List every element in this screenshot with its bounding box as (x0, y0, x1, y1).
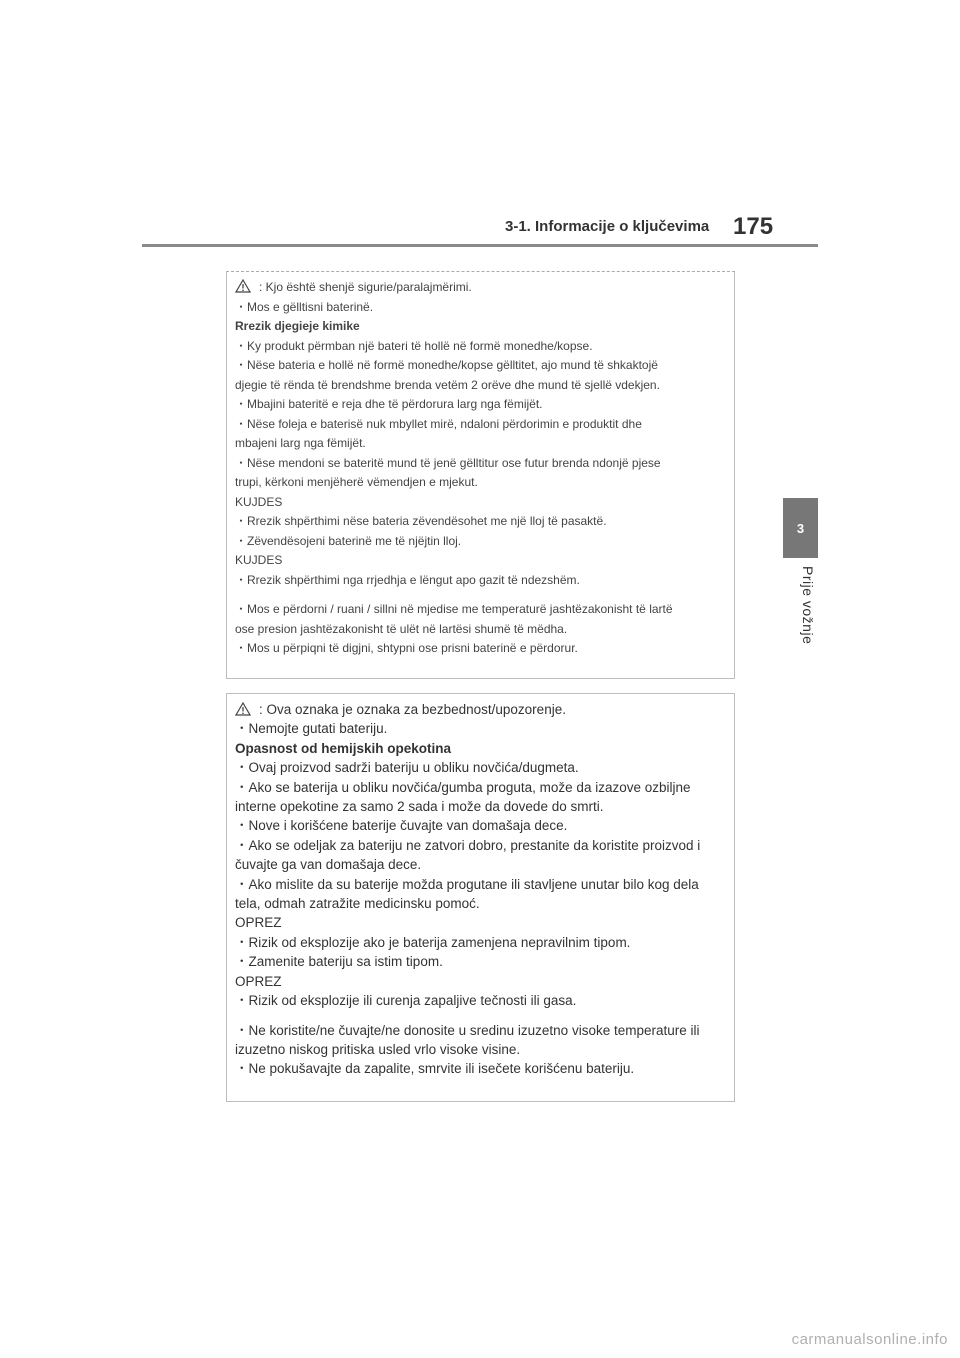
watermark: carmanualsonline.info (791, 1331, 948, 1348)
page-header (0, 0, 960, 248)
notice-line: ・Mbajini bateritë e reja dhe të përdorura larg nga fëmijët. (235, 397, 543, 411)
notice-line: ・Ako se odeljak za bateriju ne zatvori dobro, prestanite da koristite proizvod i (235, 837, 701, 853)
safety-notice-albanian (226, 271, 735, 679)
notice-line: tela, odmah zatražite medicinsku pomoć. (235, 896, 480, 912)
notice-line: djegie të rënda të brendshme brenda vetëm 2 orëve dhe mund të sjellë vdekjen. (235, 377, 660, 392)
notice-line: ・Mos u përpiqni të digjni, shtypni ose prisni baterinë e përdorur. (235, 641, 578, 655)
notice-line: ・Ky produkt përmban një bateri të hollë në formë monedhe/kopse. (235, 338, 593, 353)
notice-line: ・Nove i korišćene baterije čuvajte van domašaja dece. (235, 818, 568, 834)
notice-line: ・Zëvendësojeni baterinë me të njëjtin lloj. (235, 533, 462, 548)
section-title: 3-1. Informacije o ključevima (505, 218, 710, 235)
warning-triangle-icon (235, 702, 251, 716)
notice-line: čuvajte ga van domašaja dece. (235, 857, 422, 873)
notice-heading: OPREZ (235, 973, 282, 989)
notice-line: ・Nëse bateria e hollë në formë monedhe/kopse gëlltitet, ajo mund të shkaktojë (235, 358, 658, 372)
notice-line: ・Mos e përdorni / ruani / sillni në mjedise me temperaturë jashtëzakonisht të lartë (235, 602, 673, 616)
notice-line: ・Nëse foleja e baterisë nuk mbyllet mirë, ndaloni përdorimin e produktit dhe (235, 416, 642, 431)
notice-heading: Opasnost od hemijskih opekotina (235, 740, 452, 756)
notice-line: ・Rrezik shpërthimi nga rrjedhja e lëngut apo gazit të ndezshëm. (235, 572, 580, 587)
notice-line: ・Rrezik shpërthimi nëse bateria zëvendësohet me një lloj të pasaktë. (235, 514, 607, 528)
warning-triangle-icon (235, 279, 251, 293)
notice-line: ・Ovaj proizvod sadrži bateriju u obliku novčića/dugmeta. (235, 760, 579, 776)
page-number: 175 (733, 213, 774, 240)
notice-line: ・Nemojte gutati bateriju. (235, 721, 388, 737)
notice-line: trupi, kërkoni menjëherë vëmendjen e mjekut. (235, 475, 478, 489)
notice-line: mbajeni larg nga fëmijët. (235, 436, 366, 450)
header-rule (142, 244, 818, 247)
chapter-tab (783, 498, 818, 558)
notice-line: interne opekotine za samo 2 sada i može da dovede do smrti. (235, 799, 604, 815)
chapter-number: 3 (796, 520, 805, 536)
notice-heading: OPREZ (235, 915, 282, 931)
notice-line: ・Ako mislite da su baterije možda progutane ili stavljene unutar bilo kog dela (235, 876, 699, 892)
notice-heading: Rrezik djegieje kimike (235, 319, 360, 333)
chapter-label: Prije vožnje (800, 566, 816, 645)
notice-line: ・Rizik od eksplozije ako je baterija zamenjena nepravilnim tipom. (235, 934, 631, 950)
notice-title: : Ova oznaka je oznaka za bezbednost/upozorenje. (235, 700, 726, 719)
notice-line: ・Ne koristite/ne čuvajte/ne donosite u sredinu izuzetno visoke temperature ili (235, 1022, 700, 1038)
notice-title: : Kjo është shenjë sigurie/paralajmërimi. (235, 278, 726, 298)
notice-line: ・Rizik od eksplozije ili curenja zapaljive tečnosti ili gasa. (235, 993, 577, 1009)
notice-line: ・Ako se baterija u obliku novčića/gumba proguta, može da izazove ozbiljne (235, 779, 691, 795)
notice-line: ・Ne pokušavajte da zapalite, smrvite ili isečete korišćenu bateriju. (235, 1061, 635, 1077)
notice-heading: KUJDES (235, 494, 283, 509)
notice-line: izuzetno niskog pritiska usled vrlo visoke visine. (235, 1041, 521, 1057)
notice-line: ・Nëse mendoni se bateritë mund të jenë gëlltitur ose futur brenda ndonjë pjese (235, 455, 661, 470)
notice-line: ose presion jashtëzakonisht të ulët në lartësi shumë të mëdha. (235, 621, 568, 636)
notice-line: ・Zamenite bateriju sa istim tipom. (235, 954, 443, 970)
safety-notice-serbian (226, 693, 735, 1102)
notice-heading: KUJDES (235, 553, 283, 567)
notice-line: ・Mos e gëlltisni baterinë. (235, 299, 374, 314)
